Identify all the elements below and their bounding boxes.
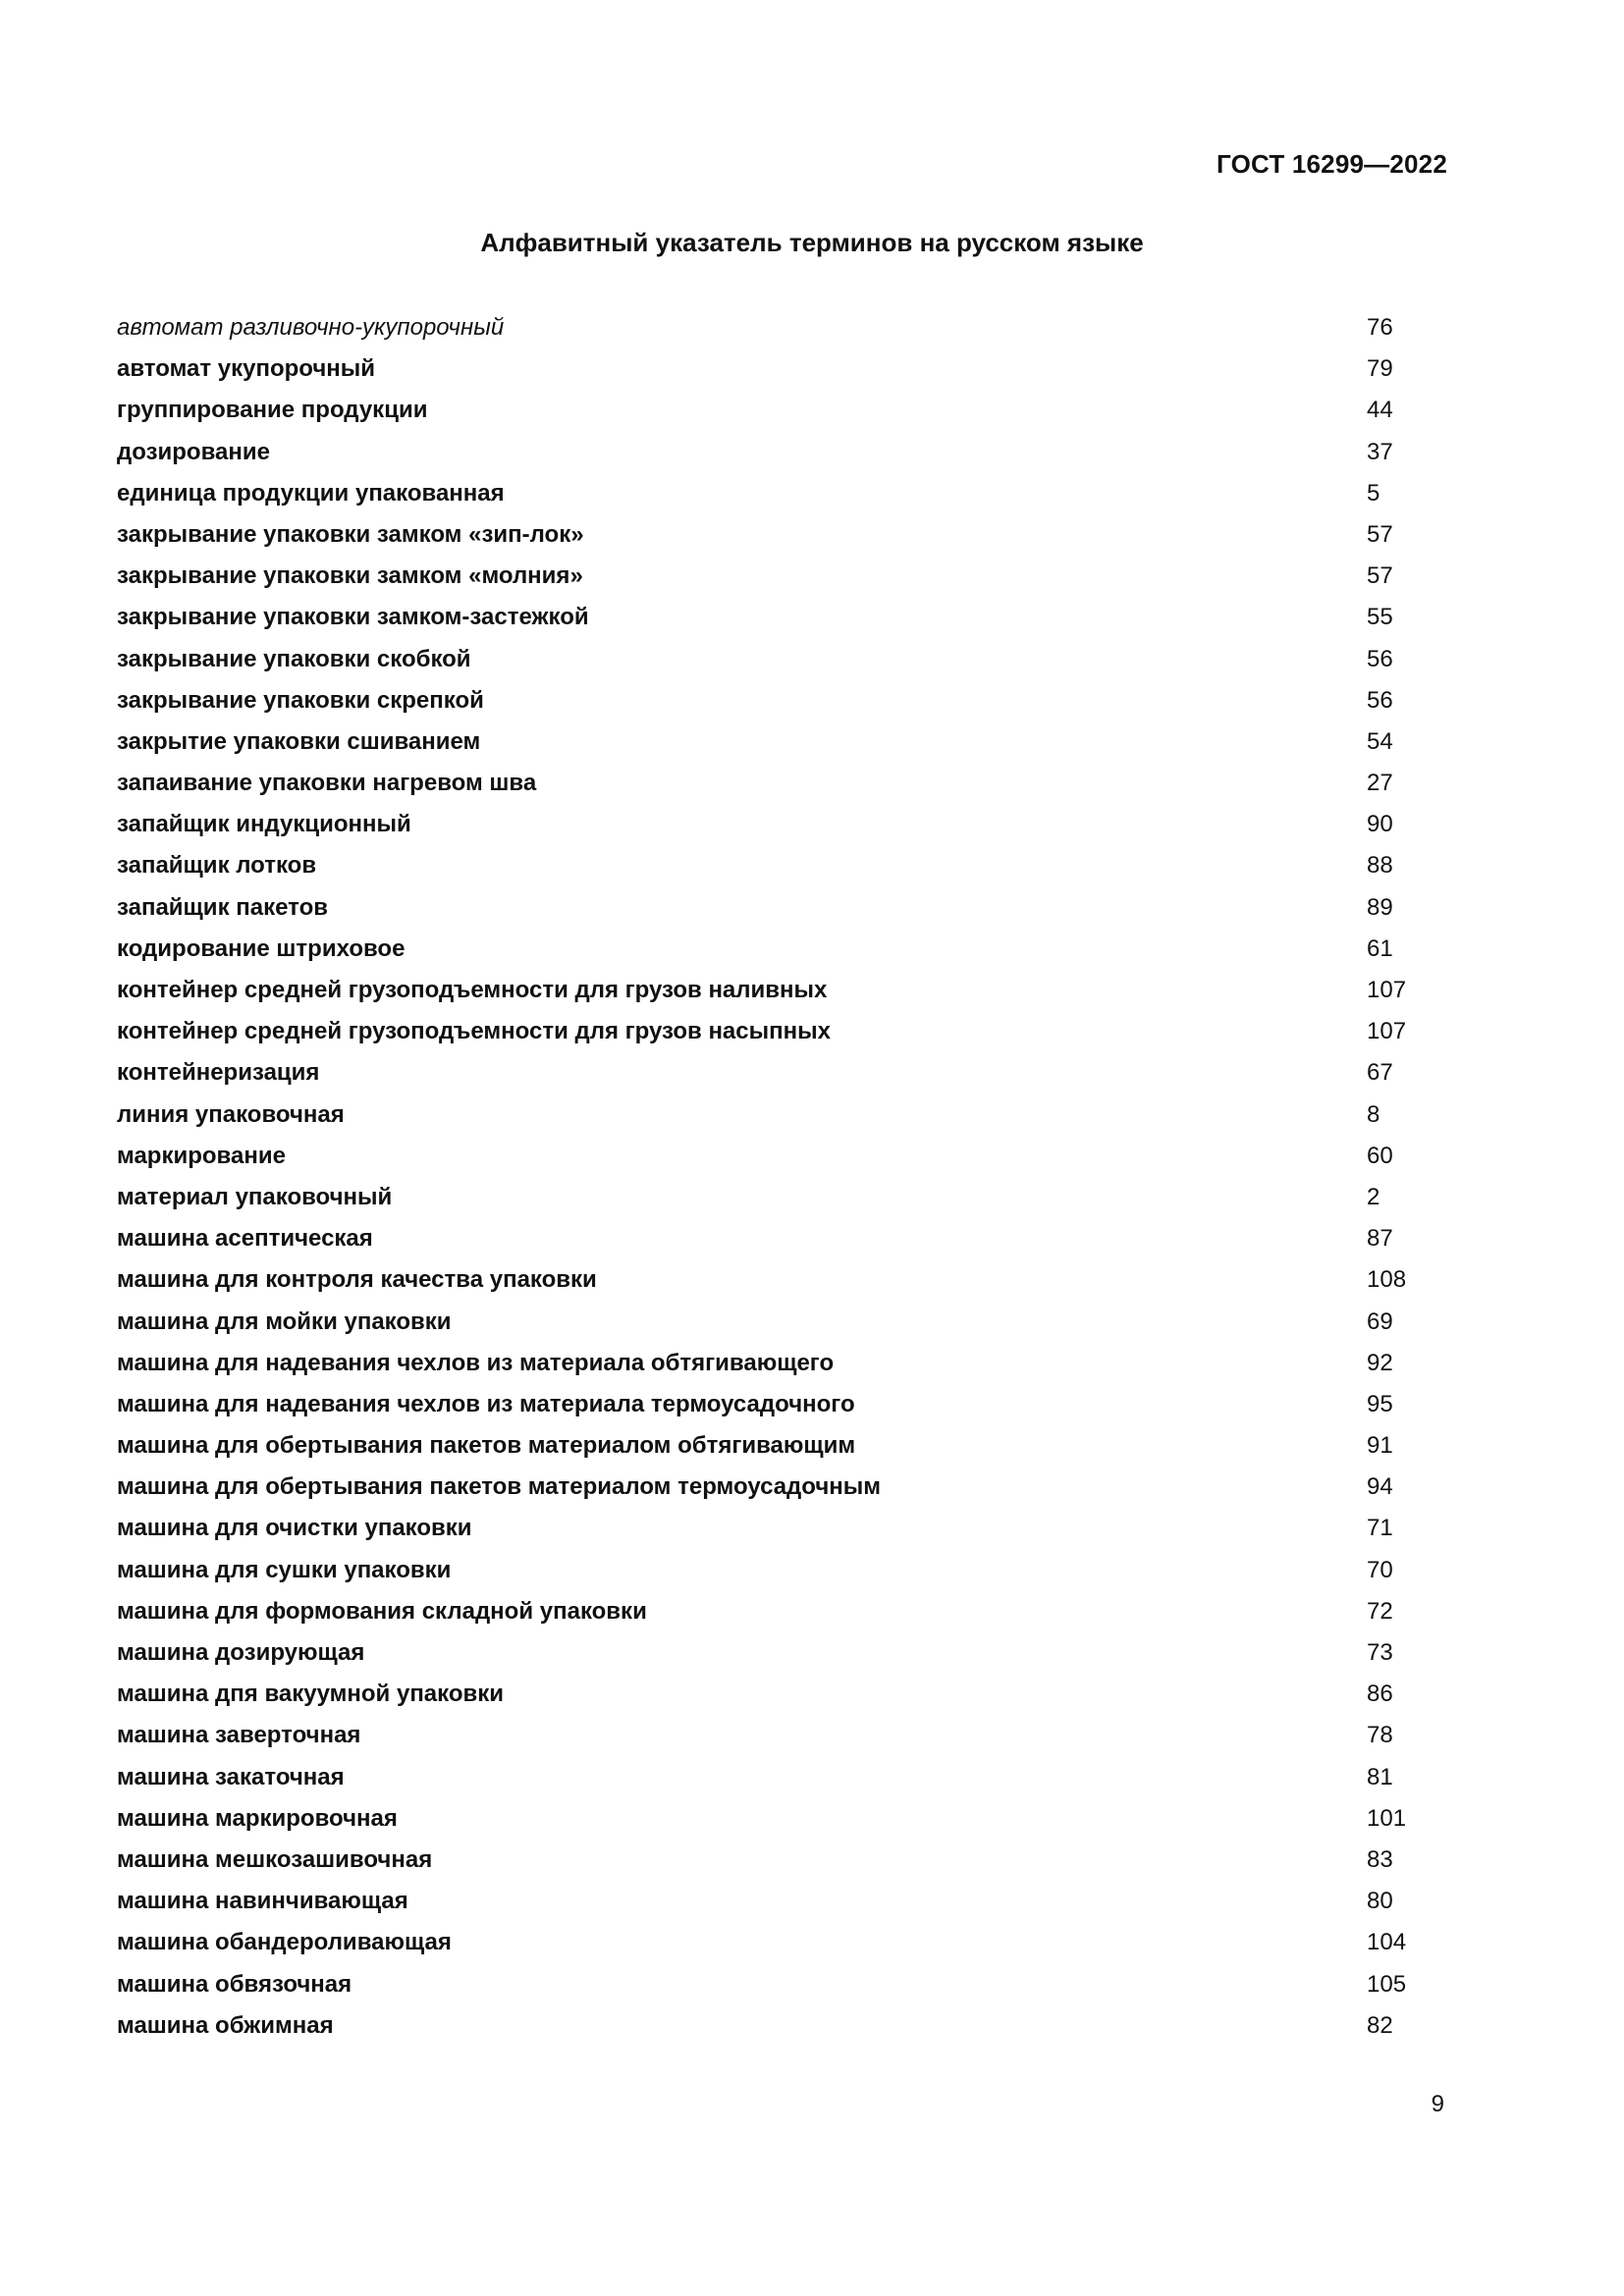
index-term: дозирование — [117, 438, 270, 465]
index-page-reference: 104 — [1367, 1929, 1407, 1956]
index-page-reference: 79 — [1367, 355, 1393, 383]
index-term: контейнер средней грузоподъемности для грузов наливных — [117, 977, 828, 1003]
index-page-reference: 90 — [1367, 811, 1393, 838]
index-entry — [117, 1218, 1413, 1259]
index-page-reference: 80 — [1367, 1888, 1393, 1915]
index-entry — [117, 1467, 1413, 1508]
index-term: закрытие упаковки сшиванием — [117, 727, 481, 755]
index-page-reference: 57 — [1367, 562, 1393, 590]
index-entry — [117, 1011, 1413, 1052]
index-entry — [117, 1177, 1413, 1218]
index-page-reference: 56 — [1367, 645, 1393, 672]
index-term: запаивание упаковки нагревом шва — [117, 770, 537, 797]
index-page-reference: 107 — [1367, 977, 1407, 1003]
index-entry — [117, 1550, 1413, 1591]
index-term: запайщик индукционный — [117, 811, 411, 838]
index-term: автомат укупорочный — [117, 355, 376, 383]
index-page-reference: 101 — [1367, 1804, 1407, 1832]
index-page-reference: 89 — [1367, 893, 1393, 921]
index-entry — [117, 1715, 1413, 1756]
index-page-reference: 76 — [1367, 314, 1393, 341]
index-page-reference: 94 — [1367, 1473, 1393, 1501]
index-entry — [117, 1798, 1413, 1840]
index-term: машина для мойки упаковки — [117, 1308, 452, 1335]
index-entry — [117, 556, 1413, 597]
index-page-reference: 57 — [1367, 520, 1393, 548]
index-page-reference: 61 — [1367, 934, 1393, 962]
index-term: машина для обертывания пакетов материалом термоусадочным — [117, 1473, 882, 1501]
index-entry — [117, 1632, 1413, 1674]
index-term: кодирование штриховое — [117, 934, 406, 962]
index-entry — [117, 1922, 1413, 1963]
index-term: машина дпя вакуумной упаковки — [117, 1681, 505, 1708]
index-page-reference: 86 — [1367, 1681, 1393, 1708]
index-term: закрывание упаковки скрепкой — [117, 686, 484, 714]
index-term: машина для обертывания пакетов материалом обтягивающим — [117, 1432, 856, 1460]
index-page-reference: 82 — [1367, 2011, 1393, 2039]
index-entry — [117, 514, 1413, 556]
index-term: машина для формования складной упаковки — [117, 1597, 647, 1625]
index-term: маркирование — [117, 1142, 286, 1169]
index-entry — [117, 887, 1413, 929]
index-page-reference: 5 — [1367, 479, 1380, 507]
index-term: закрывание упаковки замком «зип-лок» — [117, 520, 584, 548]
index-page-reference: 83 — [1367, 1845, 1393, 1873]
index-entry — [117, 1964, 1413, 2005]
index-page-reference: 44 — [1367, 397, 1393, 424]
index-term: машина асептическая — [117, 1225, 373, 1253]
index-entry — [117, 845, 1413, 886]
index-entry — [117, 2005, 1413, 2047]
index-entry — [117, 307, 1413, 348]
index-term: автомат разливочно-укупорочный — [117, 314, 505, 341]
index-page-reference: 8 — [1367, 1100, 1380, 1128]
index-page-reference: 91 — [1367, 1432, 1393, 1460]
index-term: машина мешкозашивочная — [117, 1845, 433, 1873]
index-entry — [117, 1384, 1413, 1425]
index-term: машина для надевания чехлов из материала обтягивающего — [117, 1349, 835, 1376]
index-term: машина закаточная — [117, 1763, 345, 1790]
index-term: контейнеризация — [117, 1059, 320, 1087]
index-entry — [117, 763, 1413, 804]
index-term: машина навинчивающая — [117, 1888, 408, 1915]
index-term: закрывание упаковки замком-застежкой — [117, 604, 589, 631]
index-page-reference: 71 — [1367, 1515, 1393, 1542]
index-term: машина дозирующая — [117, 1639, 365, 1666]
index-page-reference: 78 — [1367, 1722, 1393, 1749]
index-term: машина заверточная — [117, 1722, 361, 1749]
index-entry — [117, 597, 1413, 638]
index-page-reference: 92 — [1367, 1349, 1393, 1376]
index-page-reference: 2 — [1367, 1183, 1380, 1210]
index-entry — [117, 929, 1413, 970]
index-entry — [117, 970, 1413, 1011]
index-entry — [117, 1136, 1413, 1177]
index-term: материал упаковочный — [117, 1183, 393, 1210]
index-entry — [117, 348, 1413, 390]
index-entry — [117, 1302, 1413, 1343]
index-page-reference: 95 — [1367, 1390, 1393, 1417]
index-entry — [117, 1095, 1413, 1136]
index-page-reference: 73 — [1367, 1639, 1393, 1666]
page-number: 9 — [1431, 2091, 1444, 2117]
index-page-reference: 107 — [1367, 1018, 1407, 1045]
index-page-reference: 88 — [1367, 852, 1393, 880]
index-entry — [117, 1674, 1413, 1715]
index-page-reference: 37 — [1367, 438, 1393, 465]
index-page-reference: 105 — [1367, 1970, 1407, 1998]
index-page-reference: 54 — [1367, 727, 1393, 755]
index-entry — [117, 721, 1413, 763]
index-term: закрывание упаковки замком «молния» — [117, 562, 583, 590]
index-entry — [117, 1881, 1413, 1922]
index-term: машина для надевания чехлов из материала термоусадочного — [117, 1390, 855, 1417]
index-entry — [117, 680, 1413, 721]
index-term: машина для очистки упаковки — [117, 1515, 472, 1542]
index-page-reference: 56 — [1367, 686, 1393, 714]
index-page-reference: 27 — [1367, 770, 1393, 797]
index-entry — [117, 1343, 1413, 1384]
index-page-reference: 108 — [1367, 1266, 1407, 1294]
index-term: закрывание упаковки скобкой — [117, 645, 471, 672]
index-page-reference: 60 — [1367, 1142, 1393, 1169]
index-term: единица продукции упакованная — [117, 479, 505, 507]
terms-index-list — [117, 307, 1413, 2047]
index-term: контейнер средней грузоподъемности для грузов насыпных — [117, 1018, 831, 1045]
index-term: линия упаковочная — [117, 1100, 345, 1128]
index-page-reference: 70 — [1367, 1556, 1393, 1583]
index-page-reference: 67 — [1367, 1059, 1393, 1087]
index-title: Алфавитный указатель терминов на русском языке — [480, 228, 1144, 257]
index-entry — [117, 390, 1413, 431]
index-page-reference: 55 — [1367, 604, 1393, 631]
index-term: машина для сушки упаковки — [117, 1556, 452, 1583]
index-term: машина маркировочная — [117, 1804, 398, 1832]
index-page-reference: 87 — [1367, 1225, 1393, 1253]
index-page-reference: 69 — [1367, 1308, 1393, 1335]
index-term: машина обвязочная — [117, 1970, 352, 1998]
index-term: запайщик пакетов — [117, 893, 328, 921]
index-entry — [117, 804, 1413, 845]
index-entry — [117, 1757, 1413, 1798]
index-entry — [117, 639, 1413, 680]
index-entry — [117, 1259, 1413, 1301]
index-entry — [117, 1425, 1413, 1467]
index-term: машина обжимная — [117, 2011, 334, 2039]
index-entry — [117, 1508, 1413, 1549]
index-page-reference: 72 — [1367, 1597, 1393, 1625]
index-term: запайщик лотков — [117, 852, 317, 880]
index-entry — [117, 1840, 1413, 1881]
index-entry — [117, 1052, 1413, 1094]
index-page-reference: 81 — [1367, 1763, 1393, 1790]
index-term: машина для контроля качества упаковки — [117, 1266, 597, 1294]
index-entry — [117, 473, 1413, 514]
index-entry — [117, 1591, 1413, 1632]
index-term: группирование продукции — [117, 397, 428, 424]
document-standard-header: ГОСТ 16299—2022 — [1217, 149, 1447, 179]
index-entry — [117, 432, 1413, 473]
index-term: машина обандероливающая — [117, 1929, 452, 1956]
